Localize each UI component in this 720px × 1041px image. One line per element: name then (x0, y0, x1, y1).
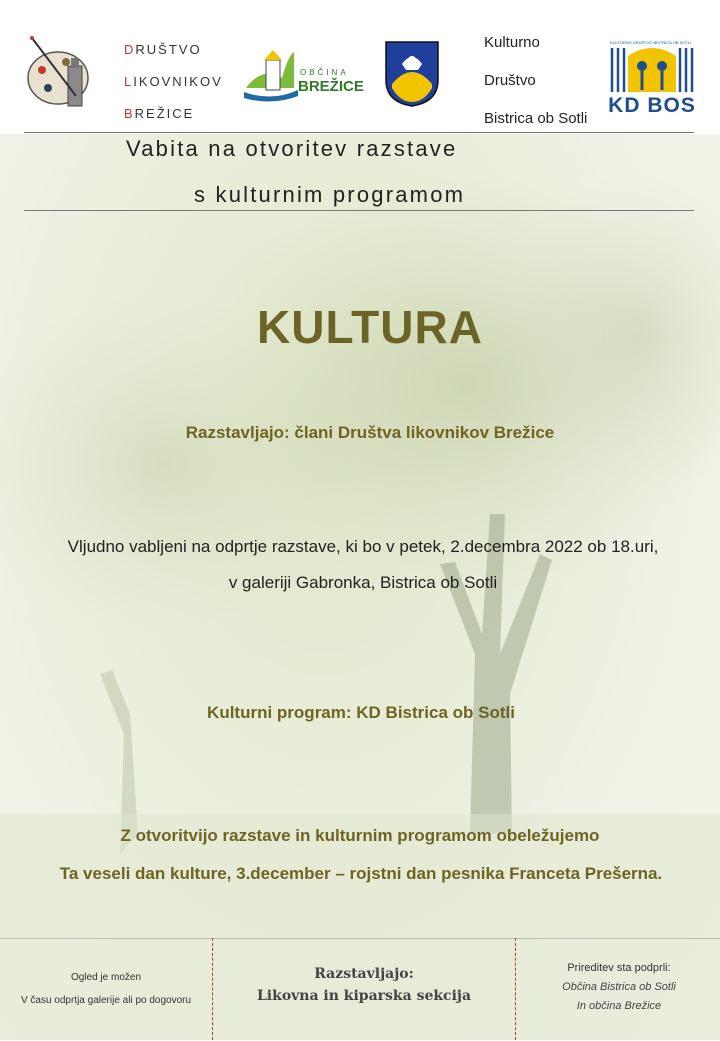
top-rule (24, 132, 694, 133)
exhibition-title: KULTURA (257, 301, 483, 353)
exhibitors-line: Razstavljajo: člani Društva likovnikov Brežice (185, 423, 555, 442)
invitation-line-2: s kulturnim programom (194, 182, 466, 207)
celebrate-line-2: Ta veseli dan kulture, 3.december – rojstni dan pesnika Franceta Prešerna. (59, 864, 663, 883)
footer-viewing-info: Ogled je možen V času odprtja galerije ali po dogovoru (20, 972, 192, 1006)
footer-divider-left (212, 938, 213, 1040)
footer-exhibitors: Razstavljajo: Likovna in kiparska sekcija (256, 966, 472, 1004)
obcina-big-label: BREŽICE (298, 78, 364, 95)
palette-logo (26, 36, 102, 119)
kd-bos-top-text: KULTURNO DRUŠTVO BISTRICA OB SOTLI (610, 40, 692, 45)
invite-line-1: Vljudno vabljeni na odprtje razstave, ki bo v petek, 2.decembra 2022 ob 18.uri, (67, 537, 659, 556)
society-name: DRUŠTVO LIKOVNIKOV BREŽICE (124, 42, 223, 121)
footer-supporters: Prireditev sta podprli: Občina Bistrica ob Sotli In občina Brežice (562, 962, 676, 1012)
bottom-rule (24, 210, 694, 211)
celebrate-line-1: Z otvoritvijo razstave in kulturnim programom obeležujemo (120, 826, 600, 845)
coat-of-arms-logo (384, 40, 440, 113)
obcina-brezice-logo (242, 48, 362, 111)
invitation-line-1: Vabita na otvoritev razstave (126, 136, 458, 161)
kd-bos-wordmark: KD BOS (608, 94, 696, 117)
invite-line-2: v galeriji Gabronka, Bistrica ob Sotli (228, 573, 498, 592)
kd-name: Kulturno Društvo Bistrica ob Sotli (484, 34, 588, 127)
footer-divider-right (515, 938, 516, 1040)
obcina-small-label: OBČINA (300, 68, 349, 77)
kd-bos-logo (606, 40, 698, 127)
header (0, 0, 720, 134)
program-line: Kulturni program: KD Bistrica ob Sotli (207, 703, 515, 722)
